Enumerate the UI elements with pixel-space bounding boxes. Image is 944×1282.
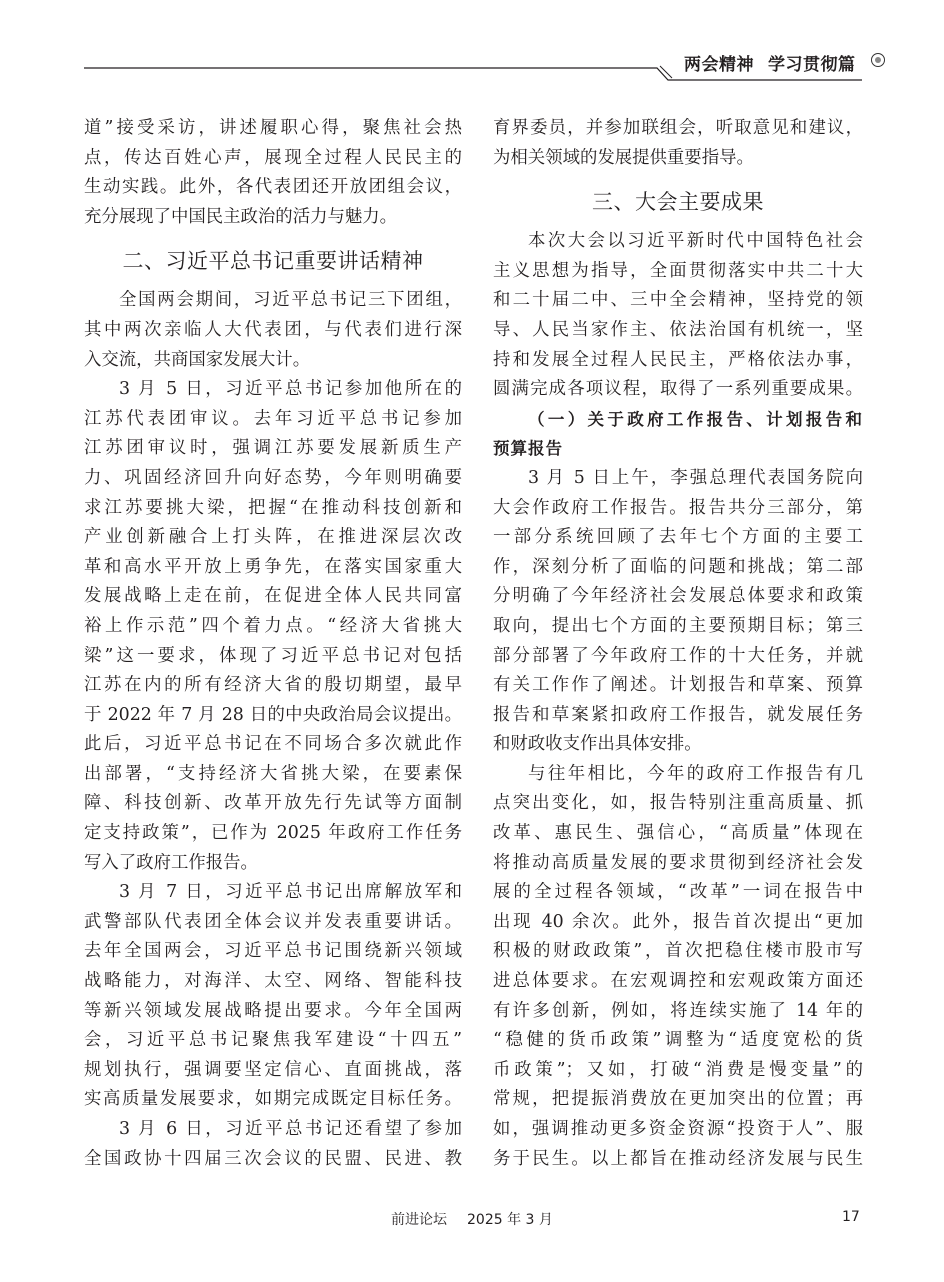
- issue-date: 2025 年 3 月: [467, 1212, 553, 1228]
- text-line: 报告和草案紧扣政府工作报告，就发展任务: [493, 704, 863, 725]
- text-line: 作，深刻分析了面临的问题和挑战；第二部: [493, 556, 863, 577]
- text-line: 本次大会以习近平新时代中国特色社会: [528, 231, 863, 252]
- paragraph: [84, 286, 462, 375]
- text-line: 武警部队代表团全体会议并发表重要讲话。: [84, 911, 462, 932]
- text-line: 等新兴领域发展战略提出要求。今年全国两: [84, 1000, 462, 1021]
- text-line: 大会作政府工作报告。报告共分三部分，第: [493, 497, 863, 518]
- text-line: 规划执行，强调要坚定信心、直面挑战，落: [84, 1059, 462, 1080]
- text-line: 务于民生。以上都旨在推动经济发展与民生: [493, 1148, 863, 1169]
- text-line: 于 2022 年 7 月 28 日的中央政治局会议提出。: [84, 704, 462, 725]
- text-line: 出部署，“支持经济大省挑大梁，在要素保: [84, 763, 462, 784]
- text-line: 充分展现了中国民主政治的活力与魅力。: [84, 206, 398, 227]
- paragraph: [493, 464, 863, 760]
- text-line: 与往年相比，今年的政府工作报告有几: [528, 763, 863, 784]
- text-line: 力、巩固经济回升向好态势，今年则明确要: [84, 467, 462, 488]
- text-line: 裕上作示范”四个着力点。“经济大省挑大: [84, 615, 462, 636]
- text-line: 全国两会期间，习近平总书记三下团组，: [119, 290, 462, 311]
- running-title-part2: 学习贯彻篇: [768, 55, 856, 75]
- text-line: 进总体要求。在宏观调控和宏观政策方面还: [493, 971, 863, 992]
- footer-magazine: [391, 1209, 553, 1229]
- text-line: 取向，提出七个方面的主要预期目标；第三: [493, 615, 863, 636]
- text-line: 生动实践。此外，各代表团还开放团组会议，: [84, 177, 462, 198]
- section-heading: 二、习近平总书记重要讲话精神: [122, 249, 424, 274]
- text-line: 其中两次亲临人大代表团，与代表们进行深: [84, 319, 462, 340]
- paragraph: [84, 375, 462, 878]
- text-line: 展的全过程各领域，“改革”一词在报告中: [493, 882, 863, 903]
- text-line: 如，强调推动更多资金资源“投资于人”、服: [493, 1119, 863, 1139]
- text-line: 3 月 7 日，习近平总书记出席解放军和: [119, 882, 462, 903]
- text-line: 梁”这一要求，体现了习近平总书记对包括: [84, 645, 462, 666]
- subsection-heading: [493, 405, 863, 464]
- text-line: 为相关领域的发展提供重要指导。: [493, 147, 754, 168]
- text-line: 导、人民当家作主、依法治国有机统一，坚: [493, 319, 863, 340]
- text-line: 一部分系统回顾了去年七个方面的主要工: [493, 527, 863, 548]
- text-line: 点突出变化，如，报告特别注重高质量、抓: [493, 793, 863, 814]
- text-line: 此后，习近平总书记在不同场合多次就此作: [84, 734, 462, 755]
- text-line: 写入了政府工作报告。: [84, 852, 258, 873]
- text-line: 全国政协十四届三次会议的民盟、民进、教: [84, 1148, 462, 1169]
- paragraph: [493, 227, 863, 405]
- text-line: 江苏在内的所有经济大省的殷切期望，最早: [84, 675, 462, 696]
- text-line: 战略能力，对海洋、太空、网络、智能科技: [84, 971, 462, 992]
- text-line: 将推动高质量发展的要求贯彻到经济社会发: [493, 852, 863, 873]
- paragraph: [84, 878, 462, 1115]
- text-line: 圆满完成各项议程，取得了一系列重要成果。: [493, 379, 863, 400]
- text-line: 求江苏要挑大梁，把握“在推动科技创新和: [84, 497, 462, 518]
- magazine-name: 前进论坛: [391, 1212, 447, 1228]
- text-line: 3 月 6 日，习近平总书记还看望了参加: [119, 1119, 462, 1139]
- running-title: [684, 50, 856, 75]
- text-line: 江苏代表团审议。去年习近平总书记参加: [84, 408, 462, 429]
- paragraph: [84, 114, 462, 232]
- text-line: 3 月 5 日，习近平总书记参加他所在的: [119, 379, 462, 400]
- text-line: 产业创新融合上打头阵，在推进深层次改: [84, 527, 462, 548]
- text-line: 实高质量发展要求，如期完成既定目标任务。: [84, 1089, 462, 1110]
- text-line: 定支持政策”，已作为 2025 年政府工作任务: [84, 823, 462, 844]
- text-line: 发展战略上走在前，在促进全体人民共同富: [84, 586, 462, 607]
- text-line: 革和高水平开放上勇争先，在落实国家重大: [84, 556, 462, 577]
- text-line: 道”接受采访，讲述履职心得，聚焦社会热: [84, 118, 462, 138]
- target-circle-icon: [871, 53, 885, 67]
- page-number: 17: [842, 1209, 860, 1225]
- text-line: 江苏团审议时，强调江苏要发展新质生产: [84, 438, 462, 459]
- text-line: 持和发展全过程人民民主，严格依法办事，: [493, 349, 863, 370]
- left-column: [84, 114, 462, 1174]
- text-line: 和财政收支作出具体安排。: [493, 734, 702, 755]
- text-line: 3 月 5 日上午，李强总理代表国务院向: [528, 467, 863, 488]
- running-header: [0, 0, 944, 100]
- text-line: 去年全国两会，习近平总书记围绕新兴领域: [84, 941, 462, 962]
- text-line: 点，传达百姓心声，展现全过程人民民主的: [84, 147, 462, 168]
- text-line: 改革、惠民生、强信心，“高质量”体现在: [493, 823, 863, 844]
- paragraph: [84, 1115, 462, 1174]
- text-line: 出现 40 余次。此外，报告首次提出“更加: [493, 911, 863, 932]
- text-line: “稳健的货币政策”调整为“适度宽松的货: [493, 1030, 863, 1051]
- text-line: 主义思想为指导，全面贯彻落实中共二十大: [493, 260, 863, 281]
- text-line: 币政策”；又如，打破“消费是慢变量”的: [493, 1059, 863, 1080]
- text-line: 积极的财政政策”，首次把稳住楼市股市写: [493, 941, 863, 962]
- running-title-part1: 两会精神: [684, 55, 754, 75]
- right-column: [493, 114, 863, 1174]
- text-line: 分明确了今年经济社会发展总体要求和政策: [493, 586, 863, 607]
- text-line: （一）关于政府工作报告、计划报告和: [528, 409, 863, 429]
- text-line: 常规，把提振消费放在更加突出的位置；再: [493, 1089, 863, 1110]
- text-line: 会，习近平总书记聚焦我军建设“十四五”: [84, 1030, 462, 1051]
- text-line: 预算报告: [493, 439, 563, 459]
- text-line: 有许多创新，例如，将连续实施了 14 年的: [493, 1000, 863, 1021]
- paragraph: [493, 760, 863, 1174]
- text-line: 部分部署了今年政府工作的十大任务，并就: [493, 645, 863, 666]
- section-heading: 三、大会主要成果: [592, 190, 764, 215]
- text-line: 育界委员，并参加联组会，听取意见和建议，: [493, 118, 863, 138]
- text-line: 障、科技创新、改革开放先行先试等方面制: [84, 793, 462, 814]
- text-line: 和二十届二中、三中全会精神，坚持党的领: [493, 290, 863, 311]
- text-line: 有关工作作了阐述。计划报告和草案、预算: [493, 675, 863, 696]
- text-line: 入交流，共商国家发展大计。: [84, 349, 311, 370]
- paragraph: [493, 114, 863, 173]
